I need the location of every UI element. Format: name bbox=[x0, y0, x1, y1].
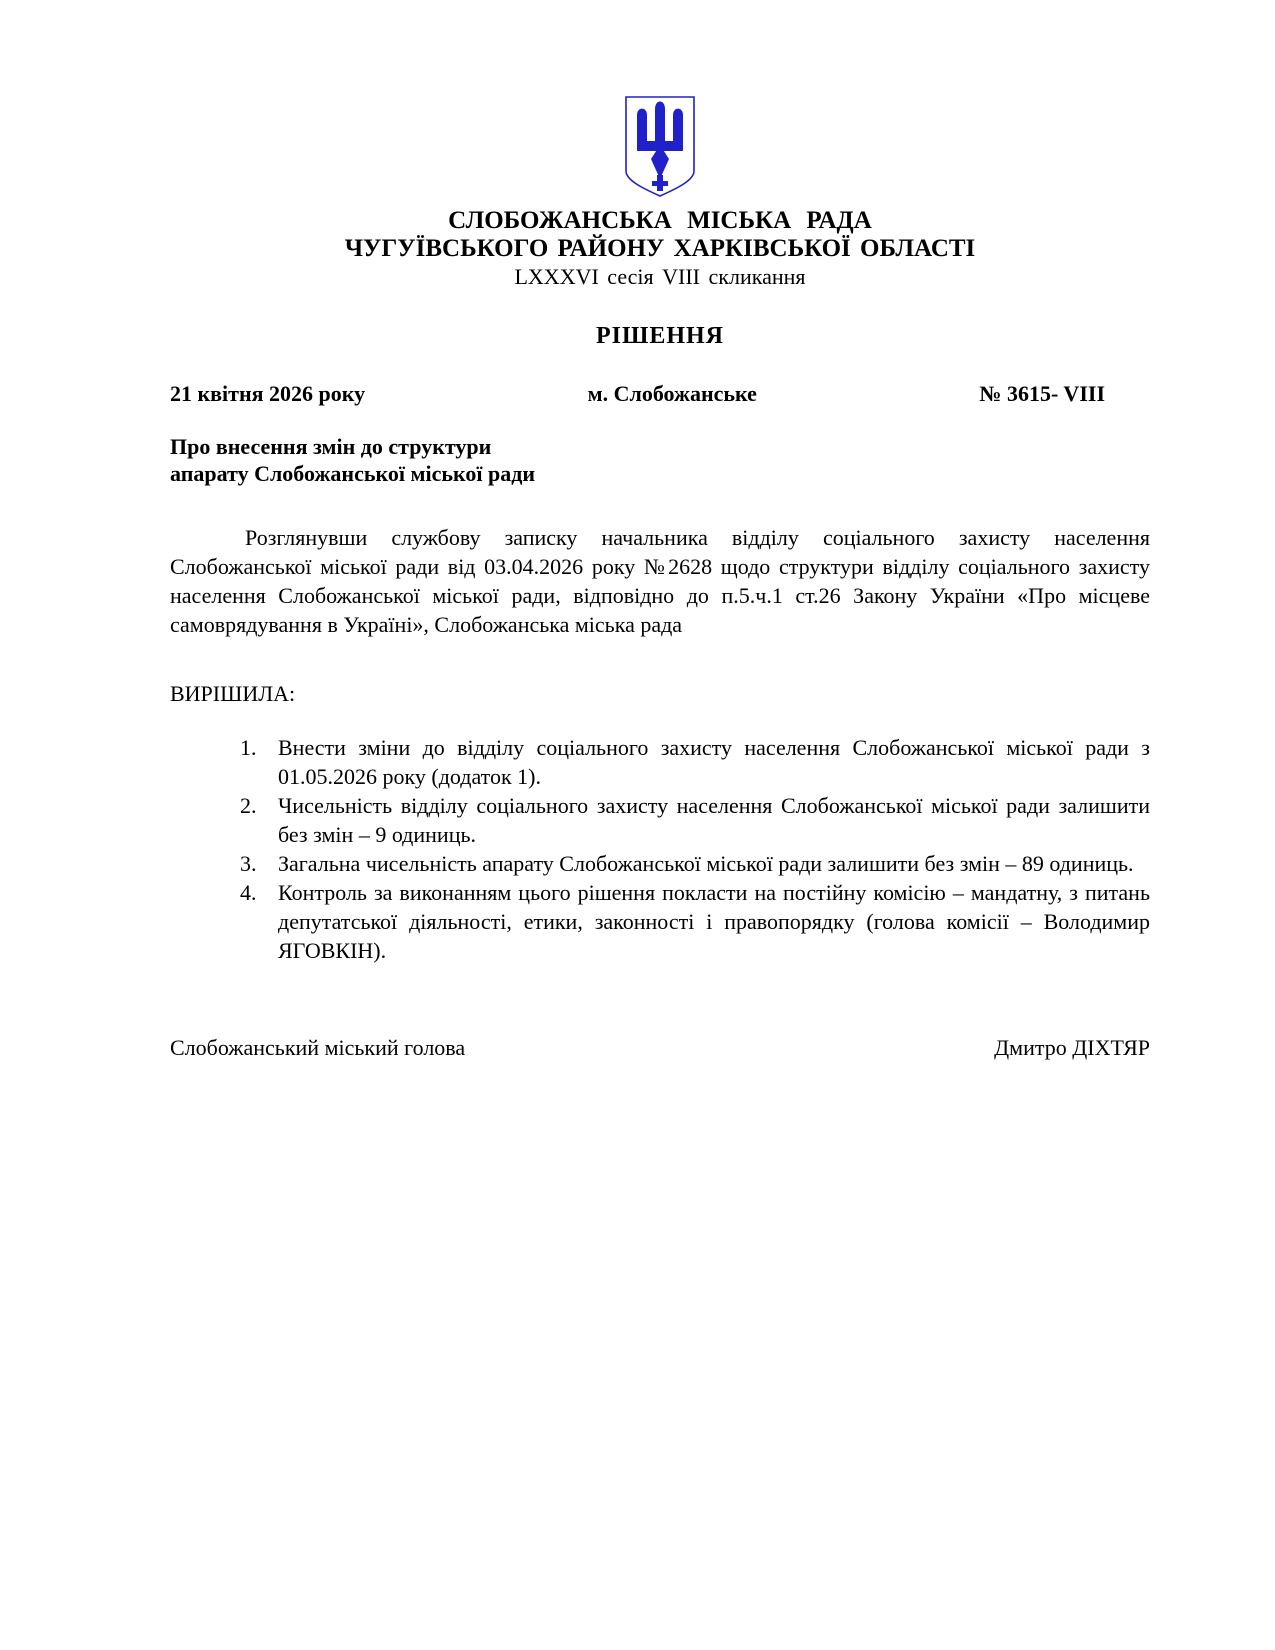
list-item-text: Чисельність відділу соціального захисту населення Слобожанської міської ради залишити без змін – 9 одиниць. bbox=[278, 793, 1150, 847]
list-item bbox=[170, 791, 1150, 849]
list-item-text: Внести зміни до відділу соціального захисту населення Слобожанської міської ради з 01.05.2026 року (додаток 1). bbox=[278, 735, 1150, 789]
list-item bbox=[170, 878, 1150, 965]
subject-line-2: апарату Слобожанської міської ради bbox=[170, 461, 536, 486]
list-item-number: 1. bbox=[240, 735, 257, 760]
document-title: РІШЕННЯ bbox=[595, 323, 725, 349]
decision-date: 21 квітня 2026 року bbox=[170, 381, 366, 406]
list-item-number: 2. bbox=[240, 793, 257, 818]
meta-row bbox=[170, 381, 1150, 407]
session-convocation-line: LXXXVI сесія VIII скликання bbox=[514, 264, 806, 289]
resolution-list bbox=[170, 733, 1150, 965]
list-item-number: 3. bbox=[240, 851, 257, 876]
list-item bbox=[170, 849, 1150, 878]
signatory-position: Слобожанський міський голова bbox=[170, 1035, 466, 1060]
document-content bbox=[170, 0, 1150, 1061]
subject-block bbox=[170, 433, 1150, 487]
ukraine-trident-emblem-icon bbox=[624, 95, 696, 199]
decision-number: № 3615- VIII bbox=[979, 381, 1105, 406]
list-item bbox=[170, 733, 1150, 791]
district-region-heading: ЧУГУЇВСЬКОГО РАЙОНУ ХАРКІВСЬКОЇ ОБЛАСТІ bbox=[344, 235, 976, 262]
list-item-number: 4. bbox=[240, 880, 257, 905]
list-item-text: Загальна чисельність апарату Слобожанської міської ради залишити без змін – 89 одиниць. bbox=[278, 851, 1134, 876]
council-name-heading: СЛОБОЖАНСЬКА МІСЬКА РАДА bbox=[448, 207, 872, 234]
subject-line-1: Про внесення змін до структури bbox=[170, 434, 492, 459]
signatory-name: Дмитро ДІХТЯР bbox=[994, 1035, 1150, 1060]
preamble-paragraph: Розглянувши службову записку начальника відділу соціального захисту населення Слобожанської міської ради від 03.04.2026 року №2628 щодо структури відділу соціального захисту населення Слобожанської міської ради, відповідно до п.5.ч.1 ст.26 Закону України «Про місцеве самоврядування в Україні», Слобожанська міська рада bbox=[170, 525, 1150, 637]
resolved-label: ВИРІШИЛА: bbox=[170, 681, 296, 706]
list-item-text: Контроль за виконанням цього рішення покласти на постійну комісію – мандатну, з питань депутатської діяльності, етики, законності і правопорядку (голова комісії – Володимир ЯГОВКІН). bbox=[278, 880, 1150, 963]
decision-place: м. Слобожанське bbox=[587, 381, 757, 406]
signature-row bbox=[170, 1035, 1150, 1061]
